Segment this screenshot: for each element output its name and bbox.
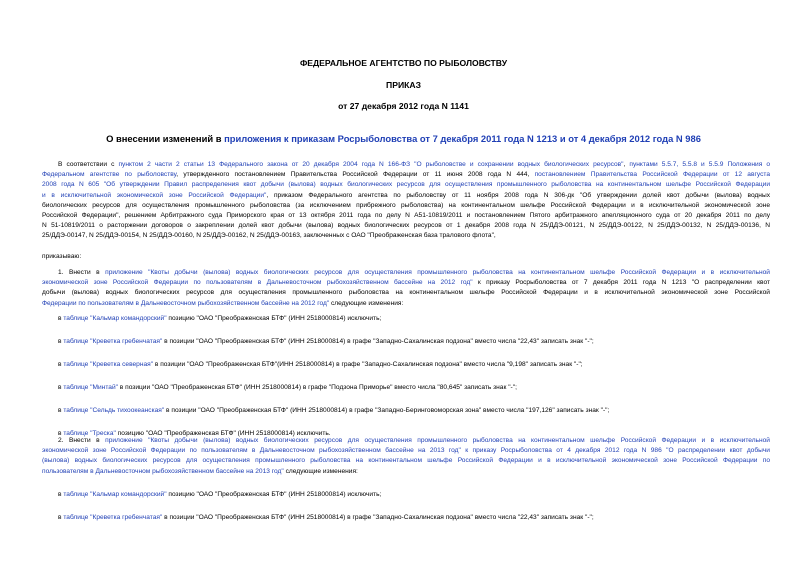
title-link[interactable]: приложения к приказам Росрыболовства от 7 декабря 2011 года N 1213 и от 4 декабря 2012 года N 986 — [224, 133, 701, 144]
table-link[interactable]: таблице "Креветка северная" — [63, 361, 154, 368]
text-line — [42, 268, 770, 278]
table-link[interactable]: таблице "Минтай" — [63, 384, 118, 391]
text-line — [42, 288, 770, 298]
item-1-paragraph — [42, 268, 770, 309]
text-segment: следующие изменения: — [329, 299, 404, 307]
document-link[interactable]: приложение "Квоты добычи (вылова) водных биологических ресурсов для осуществления промышленного рыболовства на континентальном шельфе Российской Федерации и в исключительной — [105, 437, 770, 444]
order-word: приказываю: — [42, 253, 82, 260]
table-link[interactable]: таблице "Креветка гребенчатая" — [63, 338, 163, 345]
text-segment: позицию "ОАО "Преображенская БТФ" (ИНН 2518000814) исключить. — [115, 430, 331, 437]
text-line — [42, 201, 770, 211]
title-prefix: О внесении изменений в — [106, 133, 225, 144]
text-segment: в — [58, 338, 64, 345]
document-link[interactable]: 2008 года N 605 "Об утверждении Правил распределения квот добычи (вылова) водных биологических ресурсов для осуществления промышленного рыболовства на континентальном шельфе Российской Федерации — [42, 181, 770, 189]
text-segment: в — [58, 384, 64, 391]
text-segment: в — [58, 407, 64, 414]
change-item — [58, 513, 594, 523]
document-link[interactable]: пунктами 5.5.7, 5.5.8 и 5.5.9 Положения о — [629, 161, 770, 168]
document-date-number: от 27 декабря 2012 года N 1141 — [338, 101, 469, 111]
text-line — [42, 436, 770, 446]
text-segment: 25/ДДЭ-00147, N 25/ДДЭ-00154, N 25/ДДЭ-00160, N 25/ДДЭ-00162, N 25/ДДЭ-00163, заключенных с ОАО "Преображенская база тралового флота", — [42, 232, 496, 240]
text-line — [42, 467, 770, 477]
text-segment: в позиции "ОАО "Преображенская БТФ" (ИНН 2518000814) в графе "Западно-Беринговоморская зона" вместо числа "197,126" записать знак "-"; — [164, 407, 610, 414]
text-segment: к приказу Росрыболовства от 7 декабря 2011 года N 1213 "О распределении квот — [472, 279, 770, 287]
text-line — [42, 211, 770, 221]
change-item — [58, 337, 594, 347]
text-line — [42, 180, 770, 190]
change-item — [58, 406, 609, 416]
text-segment: в — [58, 430, 64, 437]
text-segment: Российской Федерации", решением Арбитражного суда Приморского края от 13 октября 2011 года по делу N А51-10819/2011 и постановлением Пятого арбитражного апелляционного суда от 20 декабря 2011 по делу — [42, 211, 770, 219]
text-segment: в — [58, 361, 64, 368]
text-line — [42, 221, 770, 231]
text-segment: в позиции "ОАО "Преображенская БТФ"(ИНН 2518000814) в графе "Западно-Сахалинская подзона" вместо числа "9,198" записать знак "-"; — [153, 361, 583, 368]
document-link[interactable]: (вылова) водных биологических ресурсов для осуществления промышленного рыболовства на континентальном шельфе Российской Федерации и в исключительной экономической зоне Российской Федерации по — [42, 457, 770, 465]
table-link[interactable]: таблице "Кальмар командорский" — [63, 491, 167, 498]
text-segment: , утвержденного постановлением Правительства Российской Федерации от 11 июня 2008 года N 444, — [176, 171, 535, 179]
text-line — [42, 446, 770, 456]
text-line — [42, 160, 770, 170]
agency-name: ФЕДЕРАЛЬНОЕ АГЕНТСТВО ПО РЫБОЛОВСТВУ — [299, 58, 508, 68]
text-segment: 1. Внести в — [58, 269, 106, 276]
text-line — [42, 231, 770, 241]
text-segment: N 51-10819/2011 о расторжении договоров о закреплении долей квот добычи (вылова) водных биологических ресурсов от 1 декабря 2008 года N 25/ДДЭ-00121, N 25/ДДЭ-00122, N 25/ДДЭ-00132, N 25/ДДЭ-00136, N — [42, 222, 770, 230]
text-segment: в позиции "ОАО "Преображенская БТФ" (ИНН 2518000814) в графе "Подзона Приморье" вместо числа "80,645" записать знак "-"; — [117, 384, 517, 391]
document-type: ПРИКАЗ — [386, 80, 421, 90]
change-item — [58, 314, 381, 324]
document-link[interactable]: пунктом 2 части 2 статьи 13 Федерального закона от 20 декабря 2004 года N 166-ФЗ "О рыболовстве и сохранении водных биологических ресурсов" — [118, 161, 624, 168]
preamble-paragraph — [42, 160, 770, 242]
text-segment: в — [58, 491, 64, 498]
text-line — [42, 170, 770, 180]
text-segment: 2. Внести в — [58, 437, 106, 444]
change-item — [58, 360, 583, 370]
table-link[interactable]: таблице "Треска" — [63, 430, 116, 437]
table-link[interactable]: таблице "Сельдь тихоокеанская" — [63, 407, 165, 414]
text-segment: добычи (вылова) водных биологических ресурсов для осуществления промышленного рыболовства на континентальном шельфе Российской Федерации и в исключительной экономической зоне Российской — [42, 289, 770, 297]
table-link[interactable]: таблице "Кальмар командорский" — [63, 315, 167, 322]
document-link[interactable]: приложение "Квоты добычи (вылова) водных биологических ресурсов для осуществления промышленного рыболовства на континентальном шельфе Российской Федерации и в исключительной — [105, 269, 770, 276]
text-segment: следующие изменения: — [283, 467, 358, 475]
document-link[interactable]: Федерации по пользователям в Дальневосточном рыбохозяйственном бассейне на 2012 год" — [42, 299, 330, 307]
table-link[interactable]: таблице "Креветка гребенчатая" — [63, 514, 163, 521]
document-link[interactable]: к приказу Росрыболовства от 4 декабря 2012 года N 986 "О распределении квот добычи — [460, 447, 770, 455]
text-segment: биологических ресурсов для осуществления промышленного рыболовства (за исключением прибрежного рыболовства) на континентальном шельфе Российской Федерации и в исключительной экономической зоне — [42, 201, 770, 209]
text-segment: В соответствии с — [58, 161, 119, 168]
document-link[interactable]: экономической зоне Российской Федерации по пользователям в Дальневосточном рыбохозяйственном бассейне на 2013 год" — [42, 447, 461, 455]
item-2-paragraph — [42, 436, 770, 477]
text-line — [42, 299, 770, 309]
text-segment: в позиции "ОАО "Преображенская БТФ" (ИНН 2518000814) в графе "Западно-Сахалинская подзона" вместо числа "22,43" записать знак "-"; — [162, 514, 594, 521]
text-segment: позицию "ОАО "Преображенская БТФ" (ИНН 2518000814) исключить; — [166, 491, 382, 498]
text-segment: , — [623, 161, 630, 168]
change-item — [58, 490, 381, 500]
document-link[interactable]: экономической зоне Российской Федерации по пользователям в Дальневосточном рыбохозяйственном бассейне на 2012 год" — [42, 279, 473, 287]
change-item — [58, 383, 517, 393]
text-segment: в — [58, 514, 64, 521]
text-segment: в позиции "ОАО "Преображенская БТФ" (ИНН 2518000814) в графе "Западно-Сахалинская подзона" вместо числа "22,43" записать знак "-"; — [162, 338, 594, 345]
text-line — [42, 191, 770, 201]
document-link[interactable]: Федеральном агентстве по рыболовству — [42, 171, 177, 179]
document-link[interactable]: и в исключительной экономической зоне Российской Федерации" — [42, 191, 267, 199]
text-segment: в — [58, 315, 64, 322]
text-segment: , приказом Федерального агентства по рыболовству от 11 ноября 2008 года N 306-дк "Об утверждении долей квот добычи (вылова) водных — [266, 191, 770, 199]
document-link[interactable]: пользователям в Дальневосточном рыбохозяйственном бассейне на 2013 год" — [42, 467, 284, 475]
text-segment: позицию "ОАО "Преображенская БТФ" (ИНН 2518000814) исключить; — [166, 315, 382, 322]
text-line — [42, 456, 770, 466]
text-line — [42, 278, 770, 288]
document-title — [20, 133, 787, 144]
document-link[interactable]: постановлением Правительства Российской Федерации от 12 августа — [534, 171, 770, 179]
